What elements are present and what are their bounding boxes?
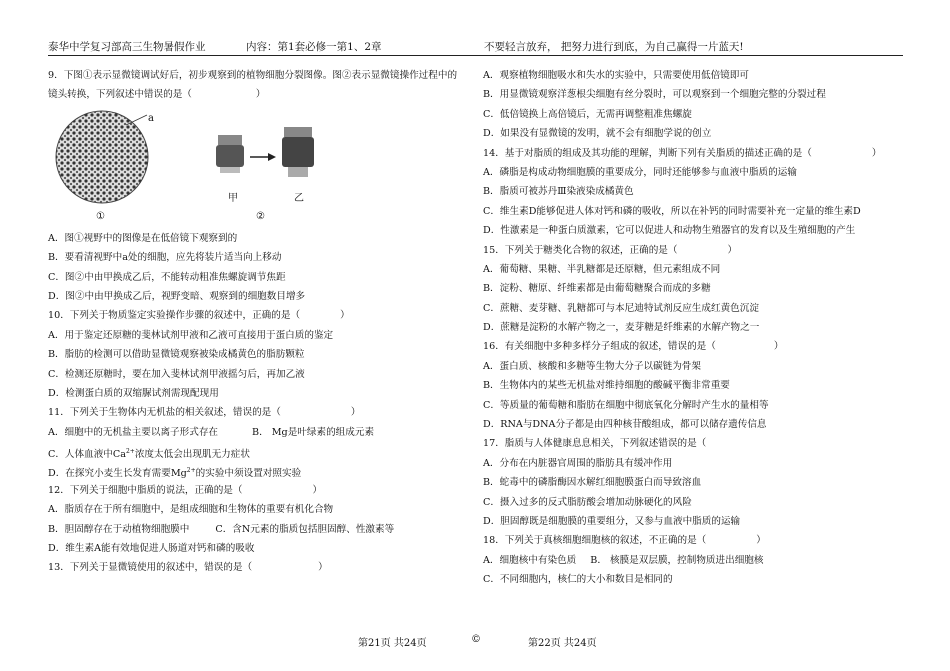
q14-option-d: D．性激素是一种蛋白质激素，它可以促进人和动物生殖器官的发育以及生殖细胞的产生 — [483, 225, 856, 237]
q11-stem: 11．下列关于生物体内无机盐的相关叙述，错误的是（ ） — [48, 407, 361, 419]
q16-stem: 16．有关细胞中多种多样分子组成的叙述，错误的是（ ） — [483, 341, 784, 353]
figure-num-1: ① — [96, 210, 105, 222]
footer-left-page: 第21页 共24页 — [358, 638, 427, 649]
header-content: 内容：第1套必修一第1、2章 — [246, 41, 382, 53]
figure-num-2: ② — [256, 210, 265, 222]
q13-option-d: D．如果没有显微镜的发明，就不会有细胞学说的创立 — [483, 128, 712, 140]
left-column — [48, 66, 468, 578]
q13-option-b: B．用显微镜观察洋葱根尖细胞有丝分裂时，可以观察到一个细胞完整的分裂过程 — [483, 89, 826, 101]
header-motto: 不要轻言放弃， 把努力进行到底，为自己赢得一片蓝天! — [484, 41, 744, 53]
q17-stem: 17．脂质与人体健康息息相关，下列叙述错误的是（ — [483, 438, 707, 450]
q14-stem: 14．基于对脂质的组成及其功能的理解，判断下列有关脂质的描述正确的是（ ） — [483, 147, 882, 159]
figure-label-yi: 乙 — [294, 192, 304, 204]
q14-option-b: B．脂质可被苏丹Ⅲ染液染成橘黄色 — [483, 186, 634, 198]
q16-option-a: A．蛋白质、核酸和多糖等生物大分子以碳链为骨架 — [483, 360, 701, 372]
q15-option-c: C．蔗糖、麦芽糖、乳糖都可与本尼迪特试剂反应生成红黄色沉淀 — [483, 302, 759, 314]
q17-option-a: A．分布在内脏器官周围的脂肪具有缓冲作用 — [483, 457, 673, 469]
footer-symbol: © — [471, 634, 481, 645]
q10-stem: 10．下列关于物质鉴定实验操作步骤的叙述中，正确的是（ ） — [48, 310, 350, 322]
q15-option-a: A．葡萄糖、果糖、半乳糖都是还原糖，但元素组成不同 — [483, 263, 721, 275]
q11-option-d: D．在探究小麦生长发育需要$Mg^{2+}$的实验中须设置对照实验 — [48, 467, 302, 480]
q15-option-d: D．蔗糖是淀粉的水解产物之一，麦芽糖是纤维素的水解产物之一 — [483, 322, 760, 334]
q9-option-a: A．图①视野中的图像是在低倍镜下观察到的 — [48, 232, 238, 244]
q17-option-b: B．蛇毒中的磷脂酶因水解红细胞膜蛋白而导致溶血 — [483, 477, 702, 489]
q9-line-2: 镜头转换，下列叙述中错误的是（ ） — [48, 89, 266, 101]
q9-line-1: 9．下图①表示显微镜调试好后，初步观察到的植物细胞分裂图像。图②表示显微镜操作过程中的 — [48, 70, 458, 81]
q12-stem: 12．下列关于细胞中脂质的说法，正确的是（ ） — [48, 484, 323, 496]
objective-lens-image — [206, 121, 326, 205]
right-column — [483, 66, 903, 590]
q9-option-c: C．图②中由甲换成乙后，不能转动粗准焦螺旋调节焦距 — [48, 271, 286, 283]
figure-label-jia: 甲 — [228, 192, 238, 204]
q9-figure — [48, 105, 348, 229]
q15-option-b: B．淀粉、糖原、纤维素都是由葡萄糖聚合而成的多糖 — [483, 283, 711, 295]
q11-options-ab: A．细胞中的无机盐主要以离子形式存在 B． Mg是叶绿素的组成元素 — [48, 426, 375, 438]
q13-option-c: C．低倍镜换上高倍镜后，无需再调整粗准焦螺旋 — [483, 108, 692, 120]
q10-option-d: D．检测蛋白质的双缩脲试剂需现配现用 — [48, 387, 219, 399]
q10-option-b: B．脂肪的检测可以借助显微镜观察被染成橘黄色的脂肪颗粒 — [48, 349, 305, 361]
q12-option-d: D．维生素A能有效地促进人肠道对钙和磷的吸收 — [48, 543, 255, 555]
q18-stem: 18．下列关于真核细胞细胞核的叙述，不正确的是（ ） — [483, 535, 766, 547]
footer-right-page: 第22页 共24页 — [528, 638, 597, 649]
q14-option-c: C．维生素D能够促进人体对钙和磷的吸收，所以在补钙的同时需要补充一定量的维生素D — [483, 205, 861, 217]
q12-options-bc: B．胆固醇存在于动植物细胞膜中 C．含N元素的脂质包括胆固醇、性激素等 — [48, 523, 395, 535]
q15-stem: 15．下列关于糖类化合物的叙述，正确的是（ ） — [483, 244, 738, 256]
q16-option-c: C．等质量的葡萄糖和脂肪在细胞中彻底氧化分解时产生水的量相等 — [483, 399, 769, 411]
header-rule — [48, 55, 903, 56]
q16-option-b: B．生物体内的某些无机盐对维持细胞的酸碱平衡非常重要 — [483, 380, 730, 392]
q13-stem: 13．下列关于显微镜使用的叙述中，错误的是（ ） — [48, 562, 328, 574]
q11-option-c: C．人体血液中$Ca^{2+}$浓度太低会出现肌无力症状 — [48, 448, 250, 461]
cell-division-image — [54, 107, 204, 207]
q13-option-a: A．观察植物细胞吸水和失水的实验中，只需要使用低倍镜即可 — [483, 70, 749, 81]
q17-option-d: D．胆固醇既是细胞膜的重要组分，又参与血液中脂质的运输 — [483, 515, 741, 527]
figure-label-a: a — [148, 112, 154, 124]
page-header — [48, 40, 903, 54]
q10-option-a: A．用于鉴定还原糖的斐林试剂甲液和乙液可直接用于蛋白质的鉴定 — [48, 329, 334, 341]
q10-option-c: C．检测还原糖时，要在加入斐林试剂甲液摇匀后，再加乙液 — [48, 368, 305, 380]
q9-option-b: B．要看清视野中a处的细胞，应先将装片适当向上移动 — [48, 252, 282, 264]
q12-option-a: A．脂质存在于所有细胞中，是组成细胞和生物体的重要有机化合物 — [48, 504, 334, 516]
q9-option-d: D．图②中由甲换成乙后，视野变暗、观察到的细胞数目增多 — [48, 290, 306, 302]
q14-option-a: A．磷脂是构成动物细胞膜的重要成分，同时还能够参与血液中脂质的运输 — [483, 166, 797, 178]
q18-option-c: C．不同细胞内，核仁的大小和数目是相同的 — [483, 574, 673, 586]
q18-options-ab: A．细胞核中有染色质 B． 核膜是双层膜，控制物质进出细胞核 — [483, 554, 764, 566]
header-school: 泰华中学复习部高三生物暑假作业 — [48, 41, 206, 53]
q16-option-d: D．RNA与DNA分子都是由四种核苷酸组成，都可以储存遗传信息 — [483, 419, 767, 431]
q17-option-c: C．摄入过多的反式脂肪酸会增加动脉硬化的风险 — [483, 496, 692, 508]
